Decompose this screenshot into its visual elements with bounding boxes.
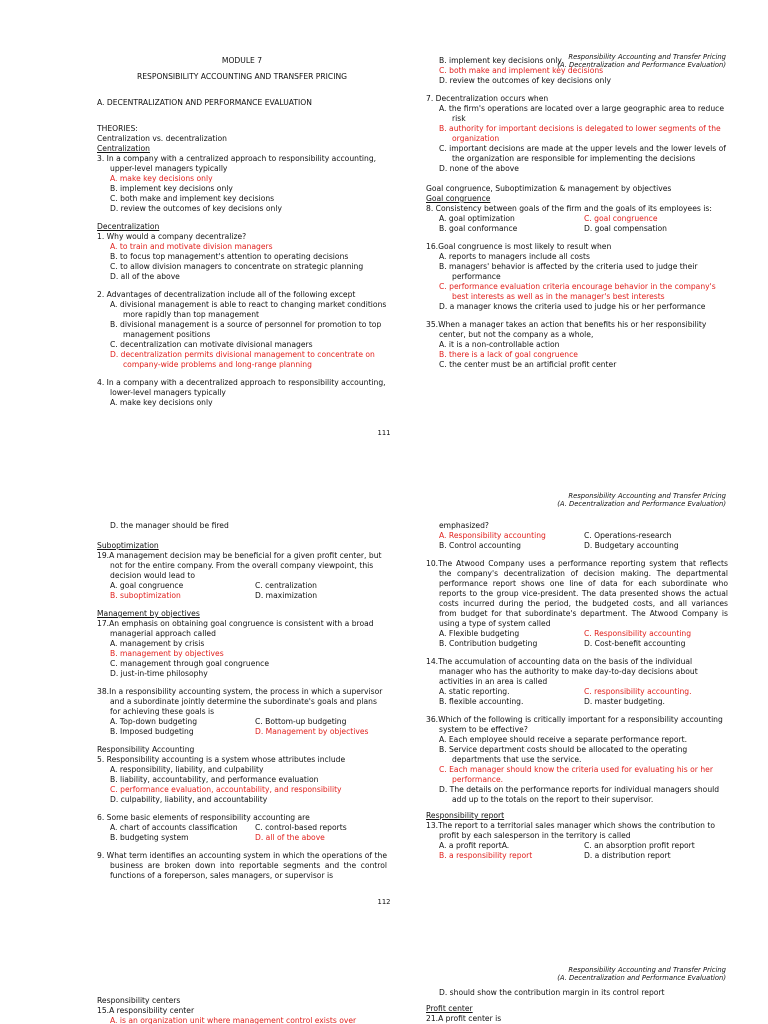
answer-36a: A. Each employee should receive a separate performance report. [439,735,688,744]
answer-10a: A. Flexible budgeting [439,629,520,638]
answer-6c: C. control-based reports [255,823,347,832]
answer-9a: A. Responsibility accounting [439,531,546,540]
answer-38c: C. Bottom-up budgeting [255,717,347,726]
question-4: 4. In a company with a decentralized approach to responsibility accounting, lower-level managers typically [97,378,386,397]
answer-4c: C. both make and implement key decisions [439,66,604,75]
answer-38a: A. Top-down budgeting [110,717,198,726]
question-6: 6. Some basic elements of responsibility accounting are [97,813,310,822]
section-title: A. DECENTRALIZATION AND PERFORMANCE EVALUATION [97,98,312,107]
answer-7c: C. important decisions are made at the upper levels and the lower levels of the organization are responsible for implementing the decisions [439,144,726,163]
answer-35b: B. there is a lack of goal congruence [439,350,578,359]
answer-7d: D. none of the above [439,164,519,173]
answer-15a: A. is an organization unit where management control exists over [110,1016,357,1024]
answer-17b: B. management by objectives [110,649,224,658]
question-35: 35.When a manager takes an action that benefits his or her responsibility center, but not the company as a whole, [426,320,707,339]
answer-35d: D. the manager should be fired [110,521,229,530]
question-5: 5. Responsibility accounting is a system whose attributes include [97,755,346,764]
answer-3a: A. make key decisions only [110,174,213,183]
answer-3b: B. implement key decisions only [110,184,233,193]
answer-13d-cont: D. should show the contribution margin in its control report [439,988,665,997]
topic-centralization: Centralization [97,144,150,153]
right-column [426,988,728,1024]
page-111 [0,0,768,440]
answer-1c: C. to allow division managers to concentrate on strategic planning [110,262,364,271]
answer-7b: B. authority for important decisions is delegated to lower segments of the organization [439,124,721,143]
answer-2b: B. divisional management is a source of personnel for promotion to top management positions [110,320,382,339]
topic-responsibility-centers: Responsibility centers [97,996,181,1005]
question-1: 1. Why would a company decentralize? [97,232,247,241]
answer-36d: D. The details on the performance reports for individual managers should add up to the totals on the report to their supervisor. [439,785,720,804]
answer-6a: A. chart of accounts classification [110,823,238,832]
answer-36c: C. Each manager should know the criteria used for evaluating his or her performance. [439,765,713,784]
answer-5a: A. responsibility, liability, and culpability [110,765,264,774]
answer-38b: B. Imposed budgeting [110,727,194,736]
answer-16b: B. managers' behavior is affected by the criteria used to judge their performance [439,262,698,281]
answer-1a: A. to train and motivate division managers [110,242,273,251]
question-9-cont: emphasized? [439,521,489,530]
answer-19a: A. goal congruence [110,581,184,590]
answer-8b: B. goal conformance [439,224,518,233]
answer-1d: D. all of the above [110,272,180,281]
answer-14b: B. flexible accounting. [439,697,524,706]
subheading: Centralization vs. decentralization [97,134,227,143]
topic-mbo: Management by objectives [97,609,200,618]
page-113-partial [0,966,768,1024]
answer-36b: B. Service department costs should be allocated to the operating departments that use the service. [439,745,688,764]
answer-3c: C. both make and implement key decisions [110,194,275,203]
answer-8a: A. goal optimization [439,214,515,223]
answer-2c: C. decentralization can motivate divisional managers [110,340,313,349]
left-column [97,56,387,408]
question-2: 2. Advantages of decentralization include all of the following except [97,290,356,299]
topic-profit-center: Profit center [426,1004,473,1013]
page-112 [0,490,768,910]
answer-6b: B. budgeting system [110,833,189,842]
answer-17d: D. just-in-time philosophy [110,669,208,678]
answer-14d: D. master budgeting. [584,697,665,706]
answer-5d: D. culpability, liability, and accountability [110,795,268,804]
topic-suboptimization: Suboptimization [97,541,159,550]
answer-16c: C. performance evaluation criteria encourage behavior in the company's best interests as well as in the manager's best interests [439,282,716,301]
page-number: 111 [377,429,391,437]
answer-16d: D. a manager knows the criteria used to judge his or her performance [439,302,706,311]
question-16: 16.Goal congruence is most likely to result when [426,242,612,251]
module-label: MODULE 7 [221,56,263,65]
topic-decentralization: Decentralization [97,222,160,231]
answer-10b: B. Contribution budgeting [439,639,538,648]
question-7: 7. Decentralization occurs when [426,94,549,103]
question-13: 13.The report to a territorial sales manager which shows the contribution to profit by each salesperson in the territory is called [426,821,715,840]
answer-19c: C. centralization [255,581,317,590]
running-header: Responsibility Accounting and Transfer Pricing (A. Decentralization and Performance Evaluation) [557,492,726,509]
answer-13c: C. an absorption profit report [584,841,695,850]
question-17: 17.An emphasis on obtaining goal congruence is consistent with a broad managerial approach called [97,619,374,638]
question-19: 19.A management decision may be beneficial for a given profit center, but not for the entire company. From the overall company viewpoint, this decision would lead to [97,551,382,580]
answer-5b: B. liability, accountability, and performance evaluation [110,775,319,784]
question-14: 14.The accumulation of accounting data on the basis of the individual manager who has the authority to make day-to-day decisions about activities in an area is called [426,657,698,686]
answer-13a: A. a profit reportA. [439,841,510,850]
answer-8c: C. goal congruence [584,214,658,223]
running-header: Responsibility Accounting and Transfer Pricing (A. Decentralization and Performance Evaluation) [557,53,726,70]
question-10: 10.The Atwood Company uses a performance reporting system that reflects the company's decentralization of decision making. The departmental performance report shows one line of data for each subordinate who reports to the group vice-president. The data presented shows the actual costs incurred during the period, the budgeted costs, and all variances from budget for that subordinate's department. The Atwood Company is using a type of system called [426,559,728,628]
answer-9c: C. Operations-research [584,531,672,540]
answer-19d: D. maximization [255,591,318,600]
answer-13b: B. a responsibility report [439,851,533,860]
answer-9d: D. Budgetary accounting [584,541,679,550]
answer-10d: D. Cost-benefit accounting [584,639,686,648]
left-column [97,521,387,881]
topic-goal-congruence: Goal congruence [426,194,491,203]
answer-6d: D. all of the above [255,833,325,842]
answer-2a: A. divisional management is able to react to changing market conditions more rapidly than top management [110,300,387,319]
question-38: 38.In a responsibility accounting system, the process in which a supervisor and a subordinate jointly determine the subordinate's goals and plans for achieving these goals is [97,687,383,716]
page-number: 112 [377,898,391,906]
theories-label: THEORIES: [97,124,138,133]
answer-16a: A. reports to managers include all costs [439,252,590,261]
answer-19b: B. suboptimization [110,591,181,600]
right-column [426,521,728,861]
answer-13d: D. a distribution report [584,851,671,860]
question-3: 3. In a company with a centralized approach to responsibility accounting, upper-level managers typically [97,154,377,173]
answer-2d: D. decentralization permits divisional management to concentrate on company-wide problems and long-range planning [110,350,375,369]
question-15: 15.A responsibility center [97,1006,195,1015]
question-36: 36.Which of the following is critically important for a responsibility accounting system to be effective? [426,715,723,734]
answer-4d: D. review the outcomes of key decisions only [439,76,611,85]
answer-17a: A. management by crisis [110,639,205,648]
running-header: Responsibility Accounting and Transfer Pricing (A. Decentralization and Performance Evaluation) [557,966,726,983]
answer-14c: C. responsibility accounting. [584,687,692,696]
answer-7a: A. the firm's operations are located over a large geographic area to reduce risk [439,104,725,123]
answer-8d: D. goal compensation [584,224,667,233]
answer-14a: A. static reporting. [439,687,510,696]
topic-responsibility-report: Responsibility report [426,811,505,820]
subheading-goal: Goal congruence, Suboptimization & management by objectives [426,184,672,193]
answer-4b: B. implement key decisions only [439,56,562,65]
answer-35a: A. it is a non-controllable action [439,340,560,349]
answer-3d: D. review the outcomes of key decisions only [110,204,282,213]
answer-10c: C. Responsibility accounting [584,629,692,638]
question-9: 9. What term identifies an accounting system in which the operations of the business are broken down into reportable segments and the control functions of a foreperson, sales managers, or supervisor is [97,851,387,880]
answer-4a: A. make key decisions only [110,398,213,407]
left-column [97,996,387,1024]
topic-responsibility-accounting: Responsibility Accounting [97,745,195,754]
answer-38d: D. Management by objectives [255,727,369,736]
module-title: RESPONSIBILITY ACCOUNTING AND TRANSFER PRICING [136,72,348,81]
question-8: 8. Consistency between goals of the firm and the goals of its employees is: [426,204,712,213]
answer-5c: C. performance evaluation, accountability, and responsibility [110,785,342,794]
answer-35c: C. the center must be an artificial profit center [439,360,617,369]
question-21: 21.A profit center is [426,1014,502,1023]
right-column [426,56,728,370]
answer-9b: B. Control accounting [439,541,521,550]
answer-17c: C. management through goal congruence [110,659,270,668]
answer-1b: B. to focus top management's attention to operating decisions [110,252,349,261]
